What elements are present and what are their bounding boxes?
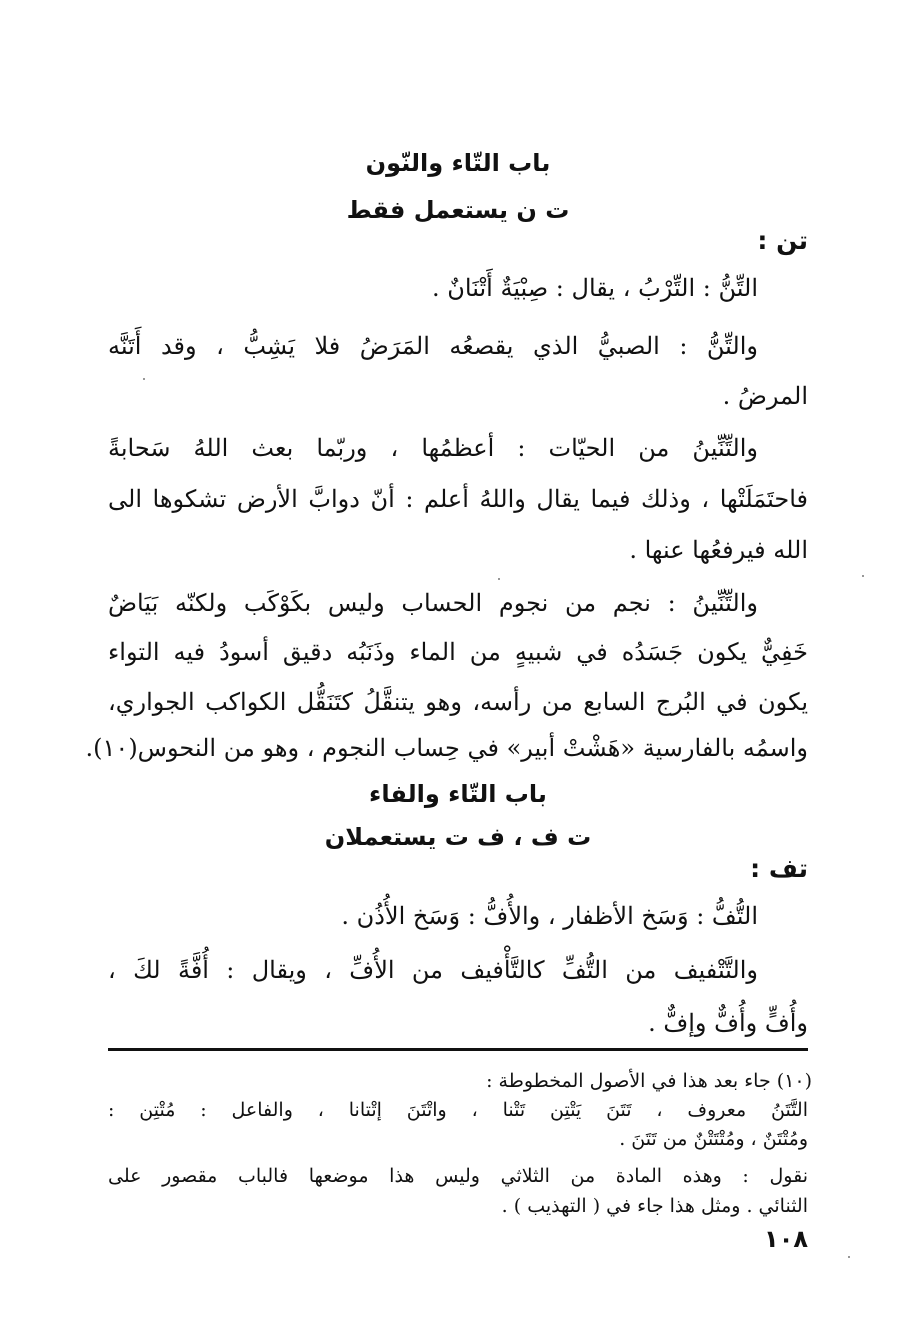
footnote-rule <box>108 1048 808 1051</box>
footnote-line: ومُتْتَنٌ ، ومُتْتَتْنٌ من تَتَنَ . <box>619 1128 808 1150</box>
body-line: المرضُ . <box>722 382 808 410</box>
scan-speck <box>862 575 864 577</box>
body-line: فاحتَمَلَتْها ، وذلك فيما يقال واللهُ أعلم : أنّ دوابَّ الأرض تشكوها الى <box>108 485 808 513</box>
body-line: التُّفُّ : وَسَخ الأظفار ، والأُفُّ : وَسَخ الأُذُن . <box>341 902 758 930</box>
footnote-line: التَّتَنُ معروف ، تَتَنَ يَتْتِن تَتْنا ، واتْتَنَ إتْتانا ، والفاعل : مُتْتِن : <box>108 1099 808 1121</box>
body-line: وأُفٍّ وأُفٌّ وإفٌّ . <box>648 1009 808 1037</box>
section-title: باب التّاء والفاء <box>369 780 547 808</box>
body-line: خَفِيٌّ يكون جَسَدُه في شبيهٍ من الماء وذَنَبُه دقيق أسودُ فيه التواء <box>108 638 808 666</box>
body-line: والتِّنُّ : الصبيُّ الذي يقصعُه المَرَضُ فلا يَشِبُّ ، وقد أَتَنَّه <box>108 332 758 360</box>
body-line: الله فيرفعُها عنها . <box>629 536 808 564</box>
section-title: باب التّاء والنّون <box>365 149 551 177</box>
page-number: ١٠٨ <box>764 1225 808 1253</box>
scan-speck <box>143 378 145 380</box>
footnote-line: الثنائي . ومثل هذا جاء في ( التهذيب ) . <box>501 1195 808 1217</box>
section-subtitle: ت ف ، ف ت يستعملان <box>324 823 592 851</box>
body-line: واسمُه بالفارسية «هَشْتْ أبير» في حِساب النجوم ، وهو من النحوس(١٠). <box>85 734 808 762</box>
footnote-line: نقول : وهذه المادة من الثلاثي وليس هذا موضعها فالباب مقصور على <box>108 1165 808 1187</box>
scan-speck <box>498 578 500 580</box>
body-line: والتِّنِّينُ من الحيّات : أعظمُها ، وربّما بعث اللهُ سَحابةً <box>108 434 758 462</box>
body-line: يكون في البُرج السابع من رأسه، وهو يتنقَّلُ كتَنَقُّل الكواكب الجواري، <box>108 688 808 716</box>
section-subtitle: ت ن يستعمل فقط <box>346 196 570 224</box>
body-line: والتَّتْفيف من التُّفِّ كالتَّأْفيف من الأُفِّ ، ويقال : أُفَّةً لكَ ، <box>108 956 758 984</box>
body-line: والتِّنِّينُ : نجم من نجوم الحساب وليس بكَوْكَب ولكنّه بَيَاضٌ <box>108 589 758 617</box>
entry-heading: تن : <box>757 226 808 255</box>
scan-speck <box>848 1256 850 1258</box>
footnote-line: (١٠) جاء بعد هذا في الأصول المخطوطة : <box>486 1070 812 1092</box>
body-line: التِّنُّ : التِّرْبُ ، يقال : صِبْيَةٌ أَتْنَانٌ . <box>432 274 758 302</box>
entry-heading: تف : <box>750 854 808 883</box>
